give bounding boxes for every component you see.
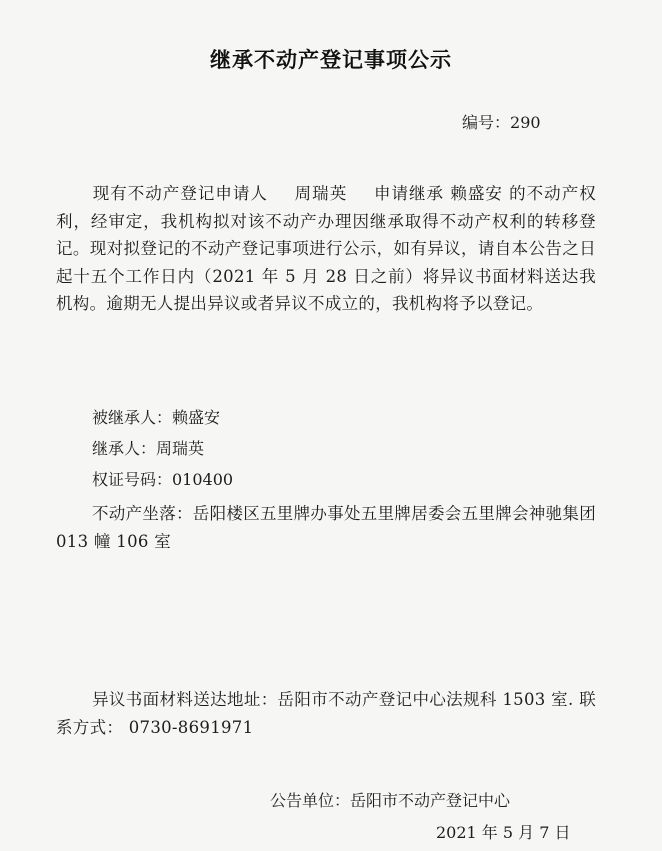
heir-line: 继承人：周瑞英 xyxy=(92,439,205,458)
address-text: 异议书面材料送达地址：岳阳市不动产登记中心法规科 1503 室. 联系方式： 0730-8691971 xyxy=(56,690,596,737)
main-paragraph xyxy=(56,180,596,318)
intro-text: 现有不动产登记申请人 xyxy=(92,184,268,203)
body-text: 的不动产权利，经审定，我机构拟对该不动产办理因继承取得不动产权利的转移登记。现对拟登记的不动产登记事项进行公示，如有异议，请自本公告之日起十五个工作日内（2021 年 5 月 28 日之前）将异议书面材料送达我机构。逾期无人提出异议或者异议不成立的，我机构将予以登记。 xyxy=(56,184,597,313)
applicant-name: 周瑞英 xyxy=(293,184,348,203)
location-text: 不动产坐落：岳阳楼区五里牌办事处五里牌居委会五里牌会神驰集团 013 幢 106 室 xyxy=(56,504,596,551)
location-paragraph xyxy=(56,500,596,555)
decedent-line: 被继承人：赖盛安 xyxy=(92,408,221,427)
document-title: 继承不动产登记事项公示 xyxy=(210,48,452,72)
decedent-name: 赖盛安 xyxy=(450,184,503,203)
signature-unit: 公告单位：岳阳市不动产登记中心 xyxy=(270,791,511,810)
apply-text: 申请继承 xyxy=(373,184,445,203)
number-value: 290 xyxy=(510,113,541,132)
cert-number-line: 权证号码：010400 xyxy=(92,470,234,489)
document-number xyxy=(462,110,541,133)
signature-date: 2021 年 5 月 7 日 xyxy=(436,823,571,842)
number-label: 编号： xyxy=(462,113,511,132)
address-paragraph xyxy=(56,686,596,741)
